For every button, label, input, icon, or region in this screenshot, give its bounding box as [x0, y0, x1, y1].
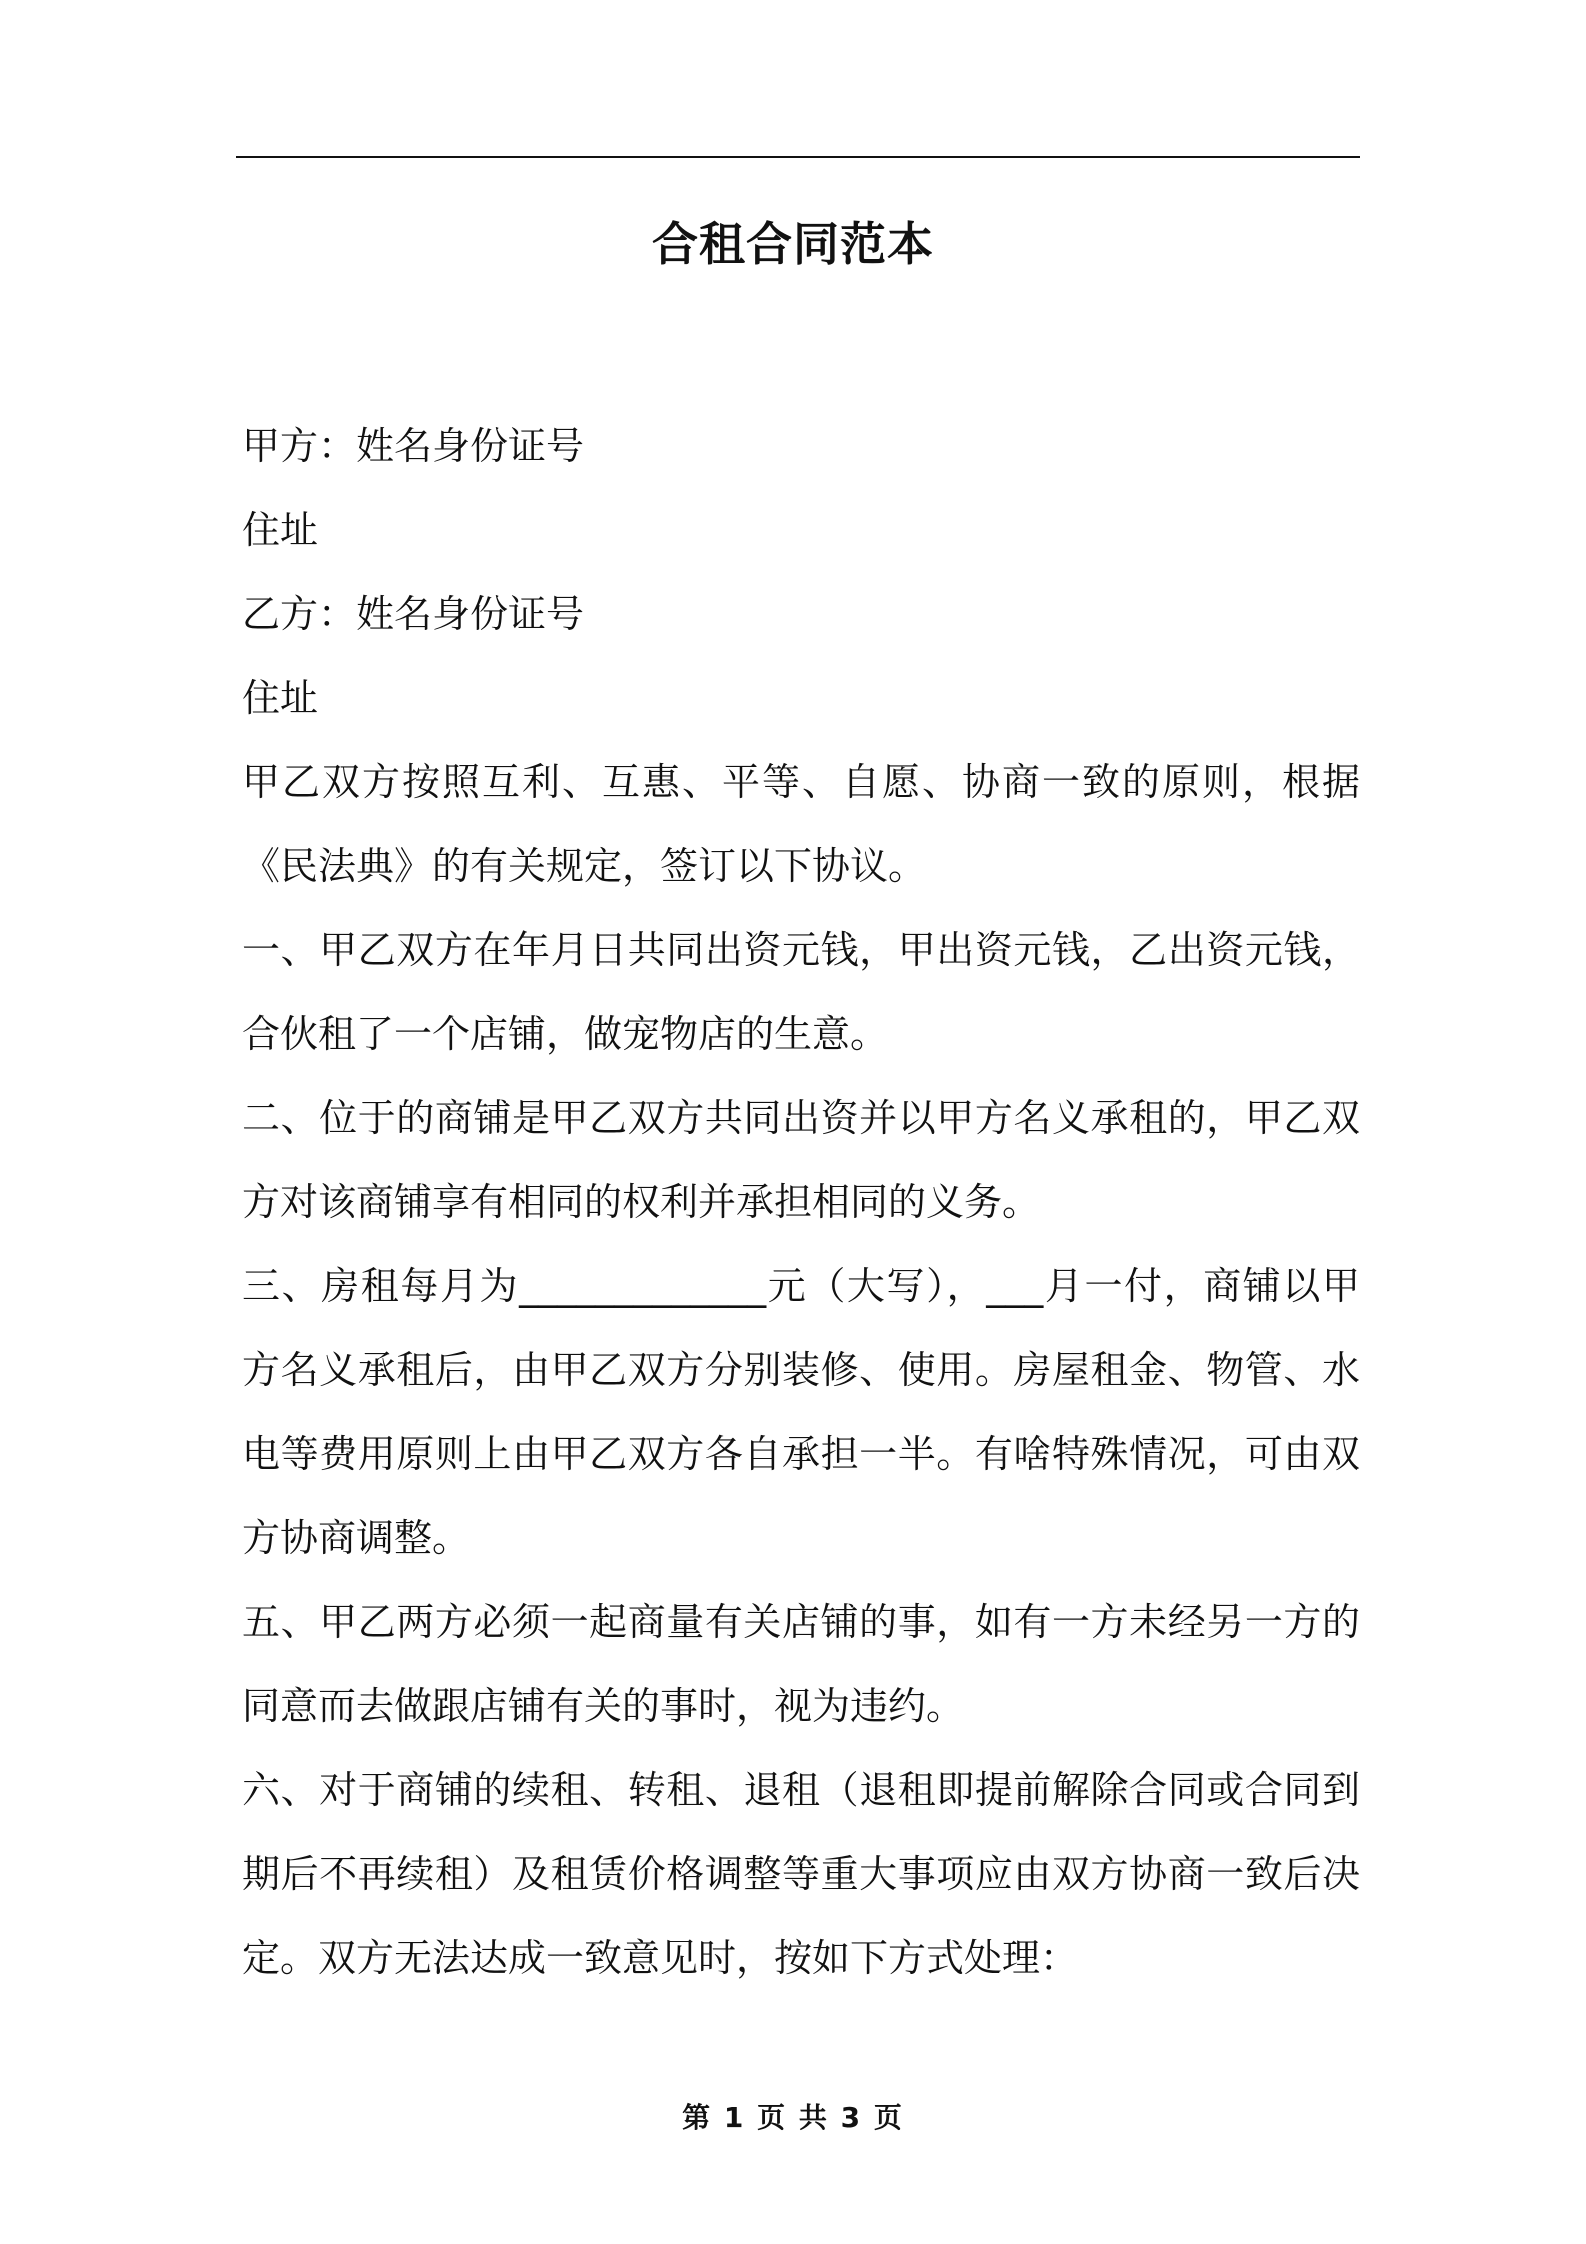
party-b-address: 住址	[242, 676, 319, 720]
document-body	[242, 404, 1360, 2000]
preamble-paragraph: 甲乙双方按照互利、互惠、平等、自愿、协商一致的原则，根据《民法典》的有关规定，签订以下协议。	[242, 760, 1360, 888]
clause-6: 六、对于商铺的续租、转租、退租（退租即提前解除合同或合同到期后不再续租）及租赁价格调整等重大事项应由双方协商一致后决定。双方无法达成一致意见时，按如下方式处理：	[242, 1768, 1360, 1980]
clause-2: 二、位于的商铺是甲乙双方共同出资并以甲方名义承租的，甲乙双方对该商铺享有相同的权利并承担相同的义务。	[242, 1096, 1360, 1224]
party-a-address: 住址	[242, 508, 319, 552]
clause-5: 五、甲乙两方必须一起商量有关店铺的事，如有一方未经另一方的同意而去做跟店铺有关的事时，视为违约。	[242, 1600, 1360, 1728]
page-number: 第 1 页 共 3 页	[682, 2101, 904, 2134]
clause-3: 三、房租每月为_____________元（大写），___月一付，商铺以甲方名义承租后，由甲乙双方分别装修、使用。房屋租金、物管、水电等费用原则上由甲乙双方各自承担一半。有啥特殊情况，可由双方协商调整。	[242, 1264, 1360, 1560]
clause-1: 一、甲乙双方在年月日共同出资元钱，甲出资元钱，乙出资元钱，合伙租了一个店铺，做宠物店的生意。	[242, 928, 1360, 1056]
document-title: 合租合同范本	[652, 217, 934, 271]
header-rule	[236, 156, 1360, 158]
party-a-line: 甲方：姓名身份证号	[242, 424, 585, 468]
party-b-line: 乙方：姓名身份证号	[242, 592, 585, 636]
